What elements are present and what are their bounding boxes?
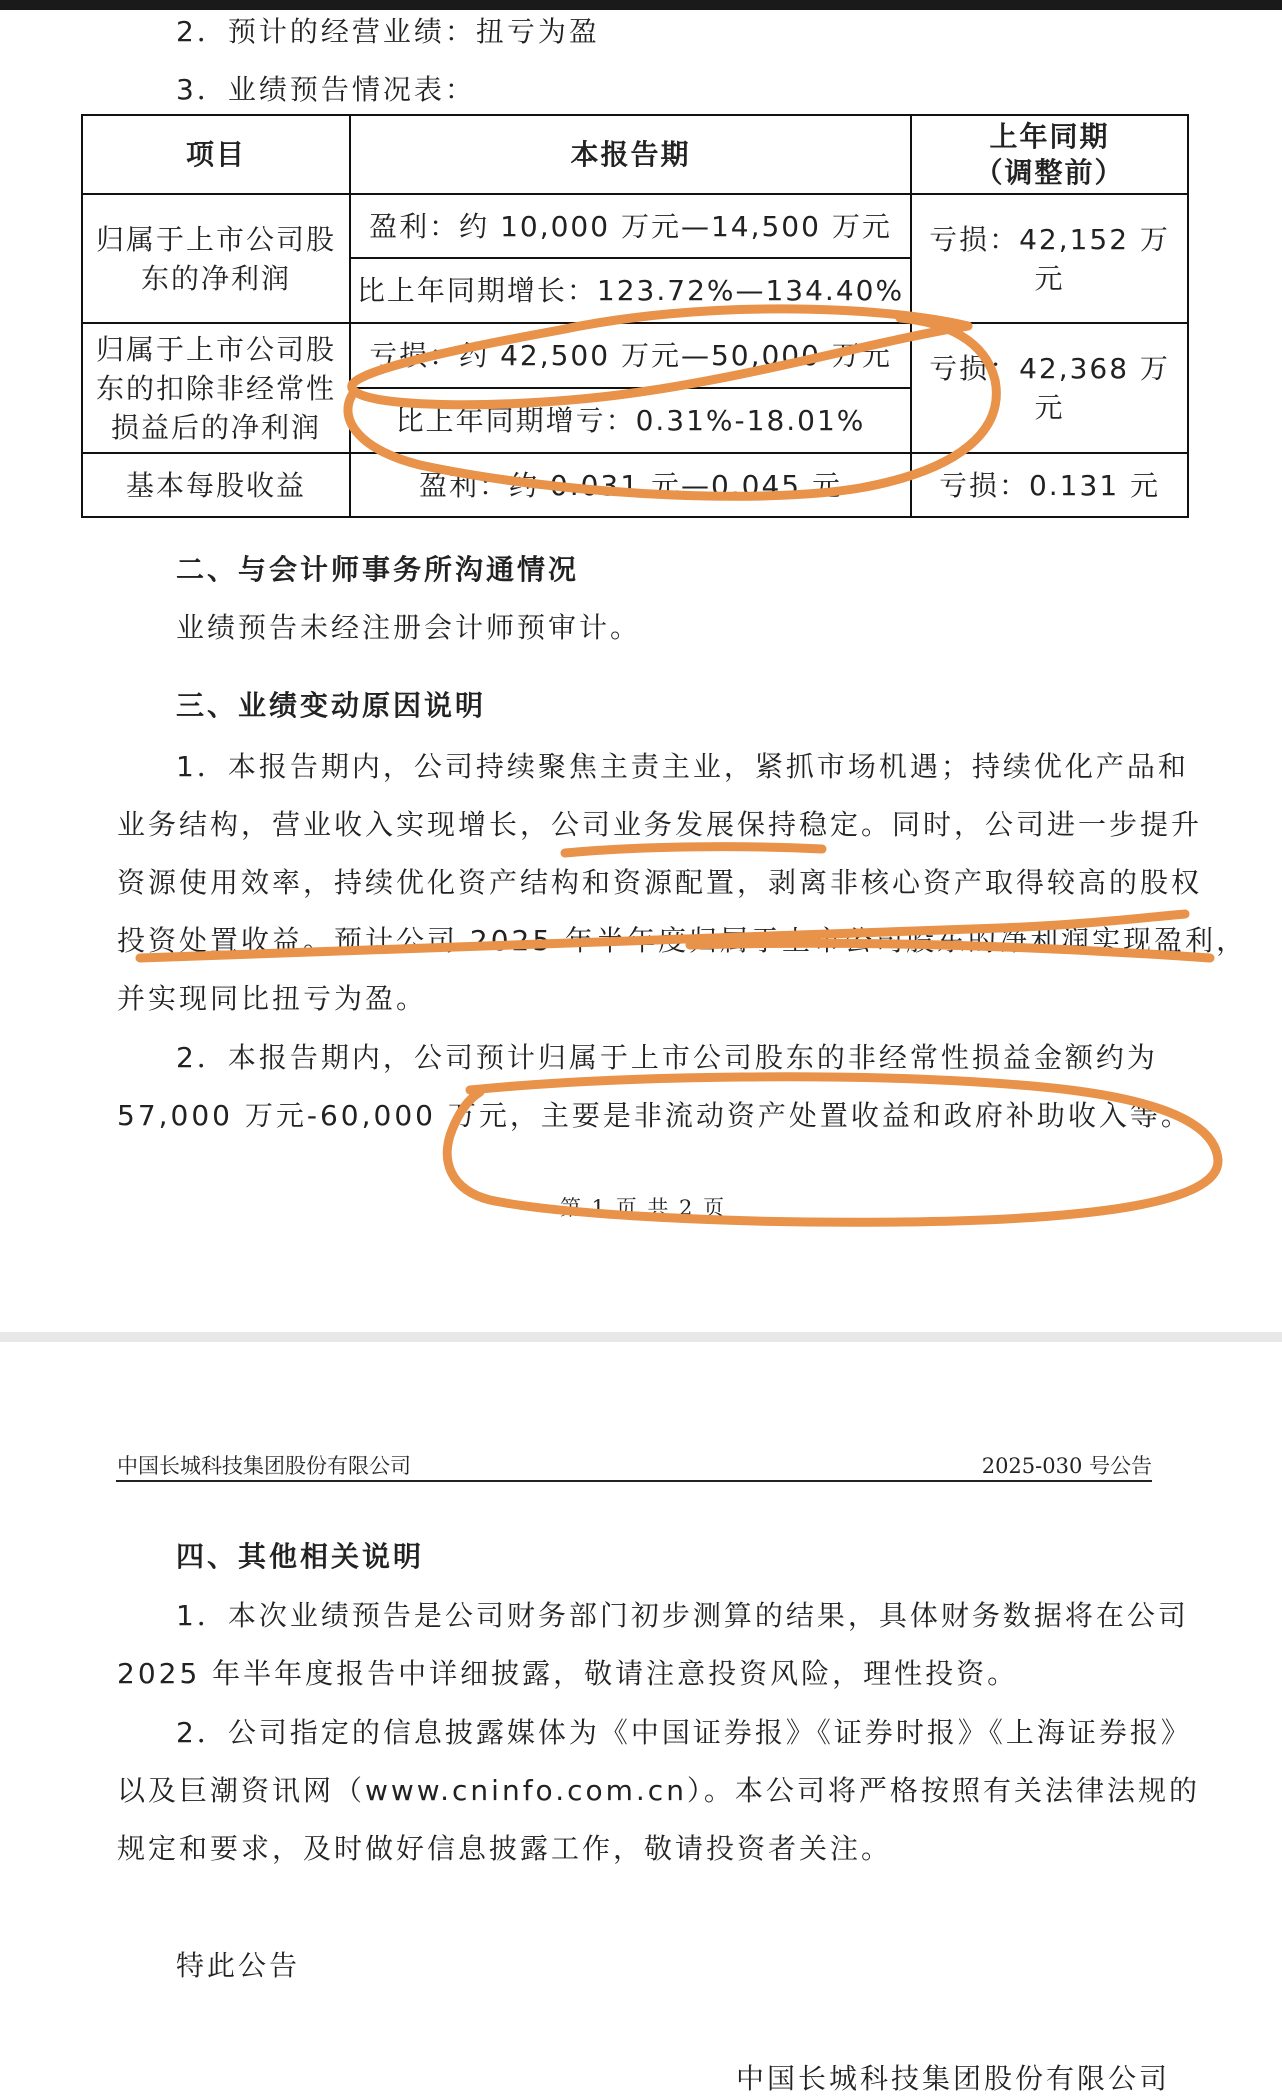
deducted-net-profit-prior: 亏损：42,368 万元 [911, 323, 1188, 453]
net-profit-growth: 比上年同期增长：123.72%—134.40% [350, 258, 911, 323]
row-deducted-net-profit-label: 归属于上市公司股 东的扣除非经常性 损益后的净利润 [82, 323, 350, 453]
deducted-net-profit-change: 比上年同期增亏：0.31%-18.01% [350, 388, 911, 453]
section-4-p2-line3: 规定和要求，及时做好信息披露工作，敬请投资者关注。 [117, 1832, 893, 1865]
section-4-title: 四、其他相关说明 [176, 1540, 425, 1573]
header-prior-period: 上年同期 （调整前） [911, 115, 1188, 194]
page-header-notice-no: 2025-030 号公告 [981, 1454, 1152, 1478]
eps-current: 盈利：约 0.031 元—0.045 元 [350, 453, 911, 517]
header-item: 项目 [82, 115, 350, 194]
row-net-profit-label: 归属于上市公司股 东的净利润 [82, 194, 350, 323]
section-3-p1-line4: 投资处置收益。预计公司 2025 年半年度归属于上市公司股东的净利润实现盈利， [117, 924, 1248, 957]
status-bar [0, 0, 1282, 10]
section-4-p2-line2: 以及巨潮资讯网（www.cninfo.com.cn）。本公司将严格按照有关法律法规的 [117, 1774, 1200, 1807]
header-current-period: 本报告期 [350, 115, 911, 194]
page-footer: 第 1 页 共 2 页 [560, 1196, 727, 1220]
performance-forecast-table [81, 114, 1189, 518]
section-3-p1-line5: 并实现同比扭亏为盈。 [117, 982, 428, 1015]
page-header-company: 中国长城科技集团股份有限公司 [117, 1454, 411, 1478]
item-expected-performance: 2．预计的经营业绩：扭亏为盈 [176, 15, 600, 48]
net-profit-current: 盈利：约 10,000 万元—14,500 万元 [350, 194, 911, 258]
item-performance-table-title: 3．业绩预告情况表： [176, 73, 476, 106]
section-4-p1-line1: 1．本次业绩预告是公司财务部门初步测算的结果，具体财务数据将在公司 [176, 1599, 1189, 1632]
section-4-p2-line1: 2．公司指定的信息披露媒体为《中国证券报》《证券时报》《上海证券报》 [176, 1716, 1192, 1749]
section-3-p1-line1: 1．本报告期内，公司持续聚焦主责主业，紧抓市场机遇；持续优化产品和 [176, 750, 1189, 783]
section-3-p1-line3: 资源使用效率，持续优化资产结构和资源配置，剥离非核心资产取得较高的股权 [117, 866, 1203, 899]
closing-text: 特此公告 [176, 1949, 301, 1982]
section-3-p1-line2: 业务结构，营业收入实现增长，公司业务发展保持稳定。同时，公司进一步提升 [117, 808, 1203, 841]
deducted-net-profit-current: 亏损：约 42,500 万元—50,000 万元 [350, 323, 911, 388]
section-2-title: 二、与会计师事务所沟通情况 [176, 553, 580, 586]
section-3-p2-line1: 2．本报告期内，公司预计归属于上市公司股东的非经常性损益金额约为 [176, 1041, 1158, 1074]
page-separator [0, 1332, 1282, 1342]
eps-prior: 亏损：0.131 元 [911, 453, 1188, 517]
section-3-title: 三、业绩变动原因说明 [176, 689, 487, 722]
section-2-body: 业绩预告未经注册会计师预审计。 [176, 611, 642, 644]
annotation-underline-resources [565, 847, 822, 853]
page-header-rule [116, 1480, 1152, 1482]
section-4-p1-line2: 2025 年半年度报告中详细披露，敬请注意投资风险，理性投资。 [117, 1657, 1019, 1690]
signature-company: 中国长城科技集团股份有限公司 [736, 2062, 1171, 2095]
section-3-p2-line2: 57,000 万元-60,000 万元，主要是非流动资产处置收益和政府补助收入等。 [117, 1099, 1192, 1132]
row-eps-label: 基本每股收益 [82, 453, 350, 517]
net-profit-prior: 亏损：42,152 万元 [911, 194, 1188, 323]
